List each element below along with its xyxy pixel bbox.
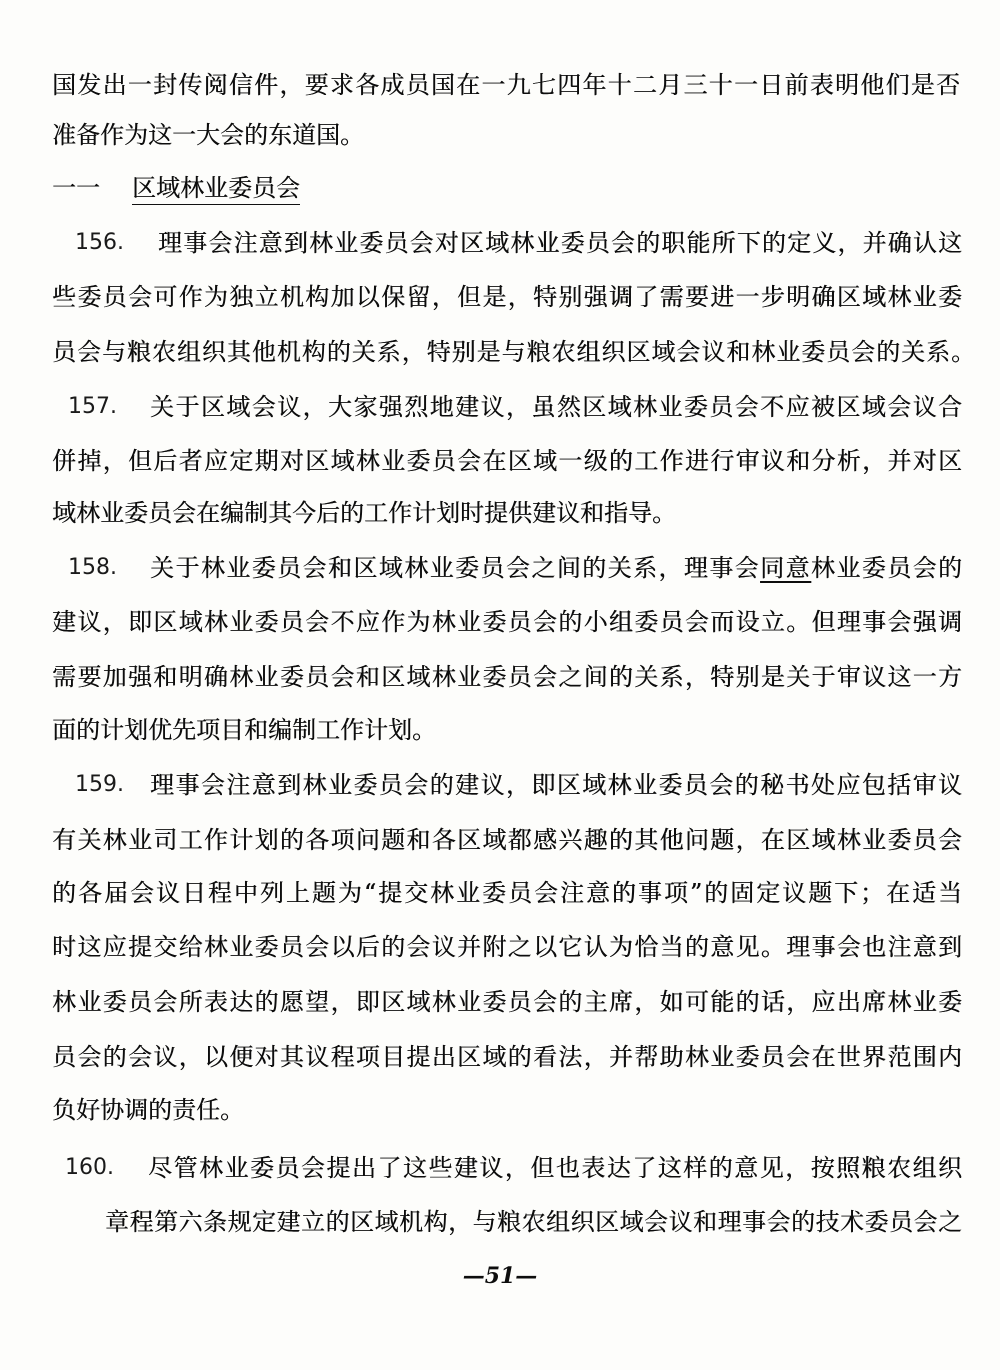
paragraph-156-number: 156. (75, 230, 124, 255)
paragraph-157-number: 157. (68, 394, 117, 419)
paragraph-159-line-4: 时这应提交给林业委员会以后的会议并附之以它认为恰当的意见。理事会也注意到 (52, 933, 962, 961)
paragraph-158-line-4: 面的计划优先项目和编制工作计划。 (52, 716, 436, 744)
paragraph-156-line-3: 员会与粮农组织其他机构的关系，特别是与粮农组织区域会议和林业委员会的关系。 (52, 338, 975, 366)
paragraph-159-line-6: 员会的会议，以便对其议程项目提出区域的看法，并帮助林业委员会在世界范围内 (52, 1043, 962, 1071)
paragraph-160-first-line (65, 1153, 962, 1183)
paragraph-159-first-line (75, 770, 962, 800)
paragraph-159-line-1: 理事会注意到林业委员会的建议，即区域林业委员会的秘书处应包括审议 (150, 771, 962, 799)
paragraph-158-underlined-text: 同意 (760, 554, 811, 582)
paragraph-160-line-1: 尽管林业委员会提出了这些建议，但也表达了这样的意见，按照粮农组织 (148, 1154, 962, 1182)
paragraph-156-line-2: 些委员会可作为独立机构加以保留，但是，特别强调了需要进一步明确区域林业委 (52, 283, 962, 311)
paragraph-157-line-1: 关于区域会议，大家强烈地建议，虽然区域林业委员会不应被区域会议合 (150, 393, 962, 421)
paragraph-159-number: 159. (75, 772, 124, 797)
paragraph-159-line-5: 林业委员会所表达的愿望，即区域林业委员会的主席，如可能的话，应出席林业委 (52, 988, 962, 1016)
paragraph-160-number: 160. (65, 1155, 114, 1180)
paragraph-159-line-2: 有关林业司工作计划的各项问题和各区域都感兴趣的其他问题，在区域林业委员会 (52, 826, 962, 854)
section-number: 一一 (52, 174, 100, 202)
paragraph-159-line-3: 的各届会议日程中列上题为“提交林业委员会注意的事项”的固定议题下；在适当 (52, 879, 962, 907)
paragraph-157-line-3: 域林业委员会在编制其今后的工作计划时提供建议和指导。 (52, 499, 676, 527)
paragraph-158-first-line (68, 553, 962, 583)
paragraph-158-number: 158. (68, 555, 117, 580)
paragraph-160-line-2: 章程第六条规定建立的区域机构，与粮农组织区域会议和理事会的技术委员会之 (105, 1208, 962, 1236)
section-title: 区域林业委员会 (132, 173, 300, 205)
page-number: —51— (462, 1263, 538, 1289)
paragraph-157-line-2: 併掉，但后者应定期对区域林业委员会在区域一级的工作进行审议和分析，并对区 (52, 447, 962, 475)
paragraph-158-line-1 (150, 553, 962, 583)
paragraph-158-line-3: 需要加强和明确林业委员会和区域林业委员会之间的关系，特别是关于审议这一方 (52, 663, 962, 691)
paragraph-158-text-after: 林业委员会的 (810, 554, 963, 582)
paragraph-159-line-7: 负好协调的责任。 (52, 1096, 244, 1124)
paragraph-156-line-1: 理事会注意到林业委员会对区域林业委员会的职能所下的定义，并确认这 (158, 229, 962, 257)
intro-line-1: 国发出一封传阅信件，要求各成员国在一九七四年十二月三十一日前表明他们是否 (52, 71, 960, 99)
paragraph-157-first-line (68, 392, 962, 422)
paragraph-158-line-2: 建议，即区域林业委员会不应作为林业委员会的小组委员会而设立。但理事会强调 (52, 608, 962, 636)
paragraph-156-first-line (75, 228, 962, 258)
paragraph-158-text-before: 关于林业委员会和区域林业委员会之间的关系，理事会 (150, 554, 761, 582)
intro-line-2: 准备作为这一大会的东道国。 (52, 121, 364, 149)
